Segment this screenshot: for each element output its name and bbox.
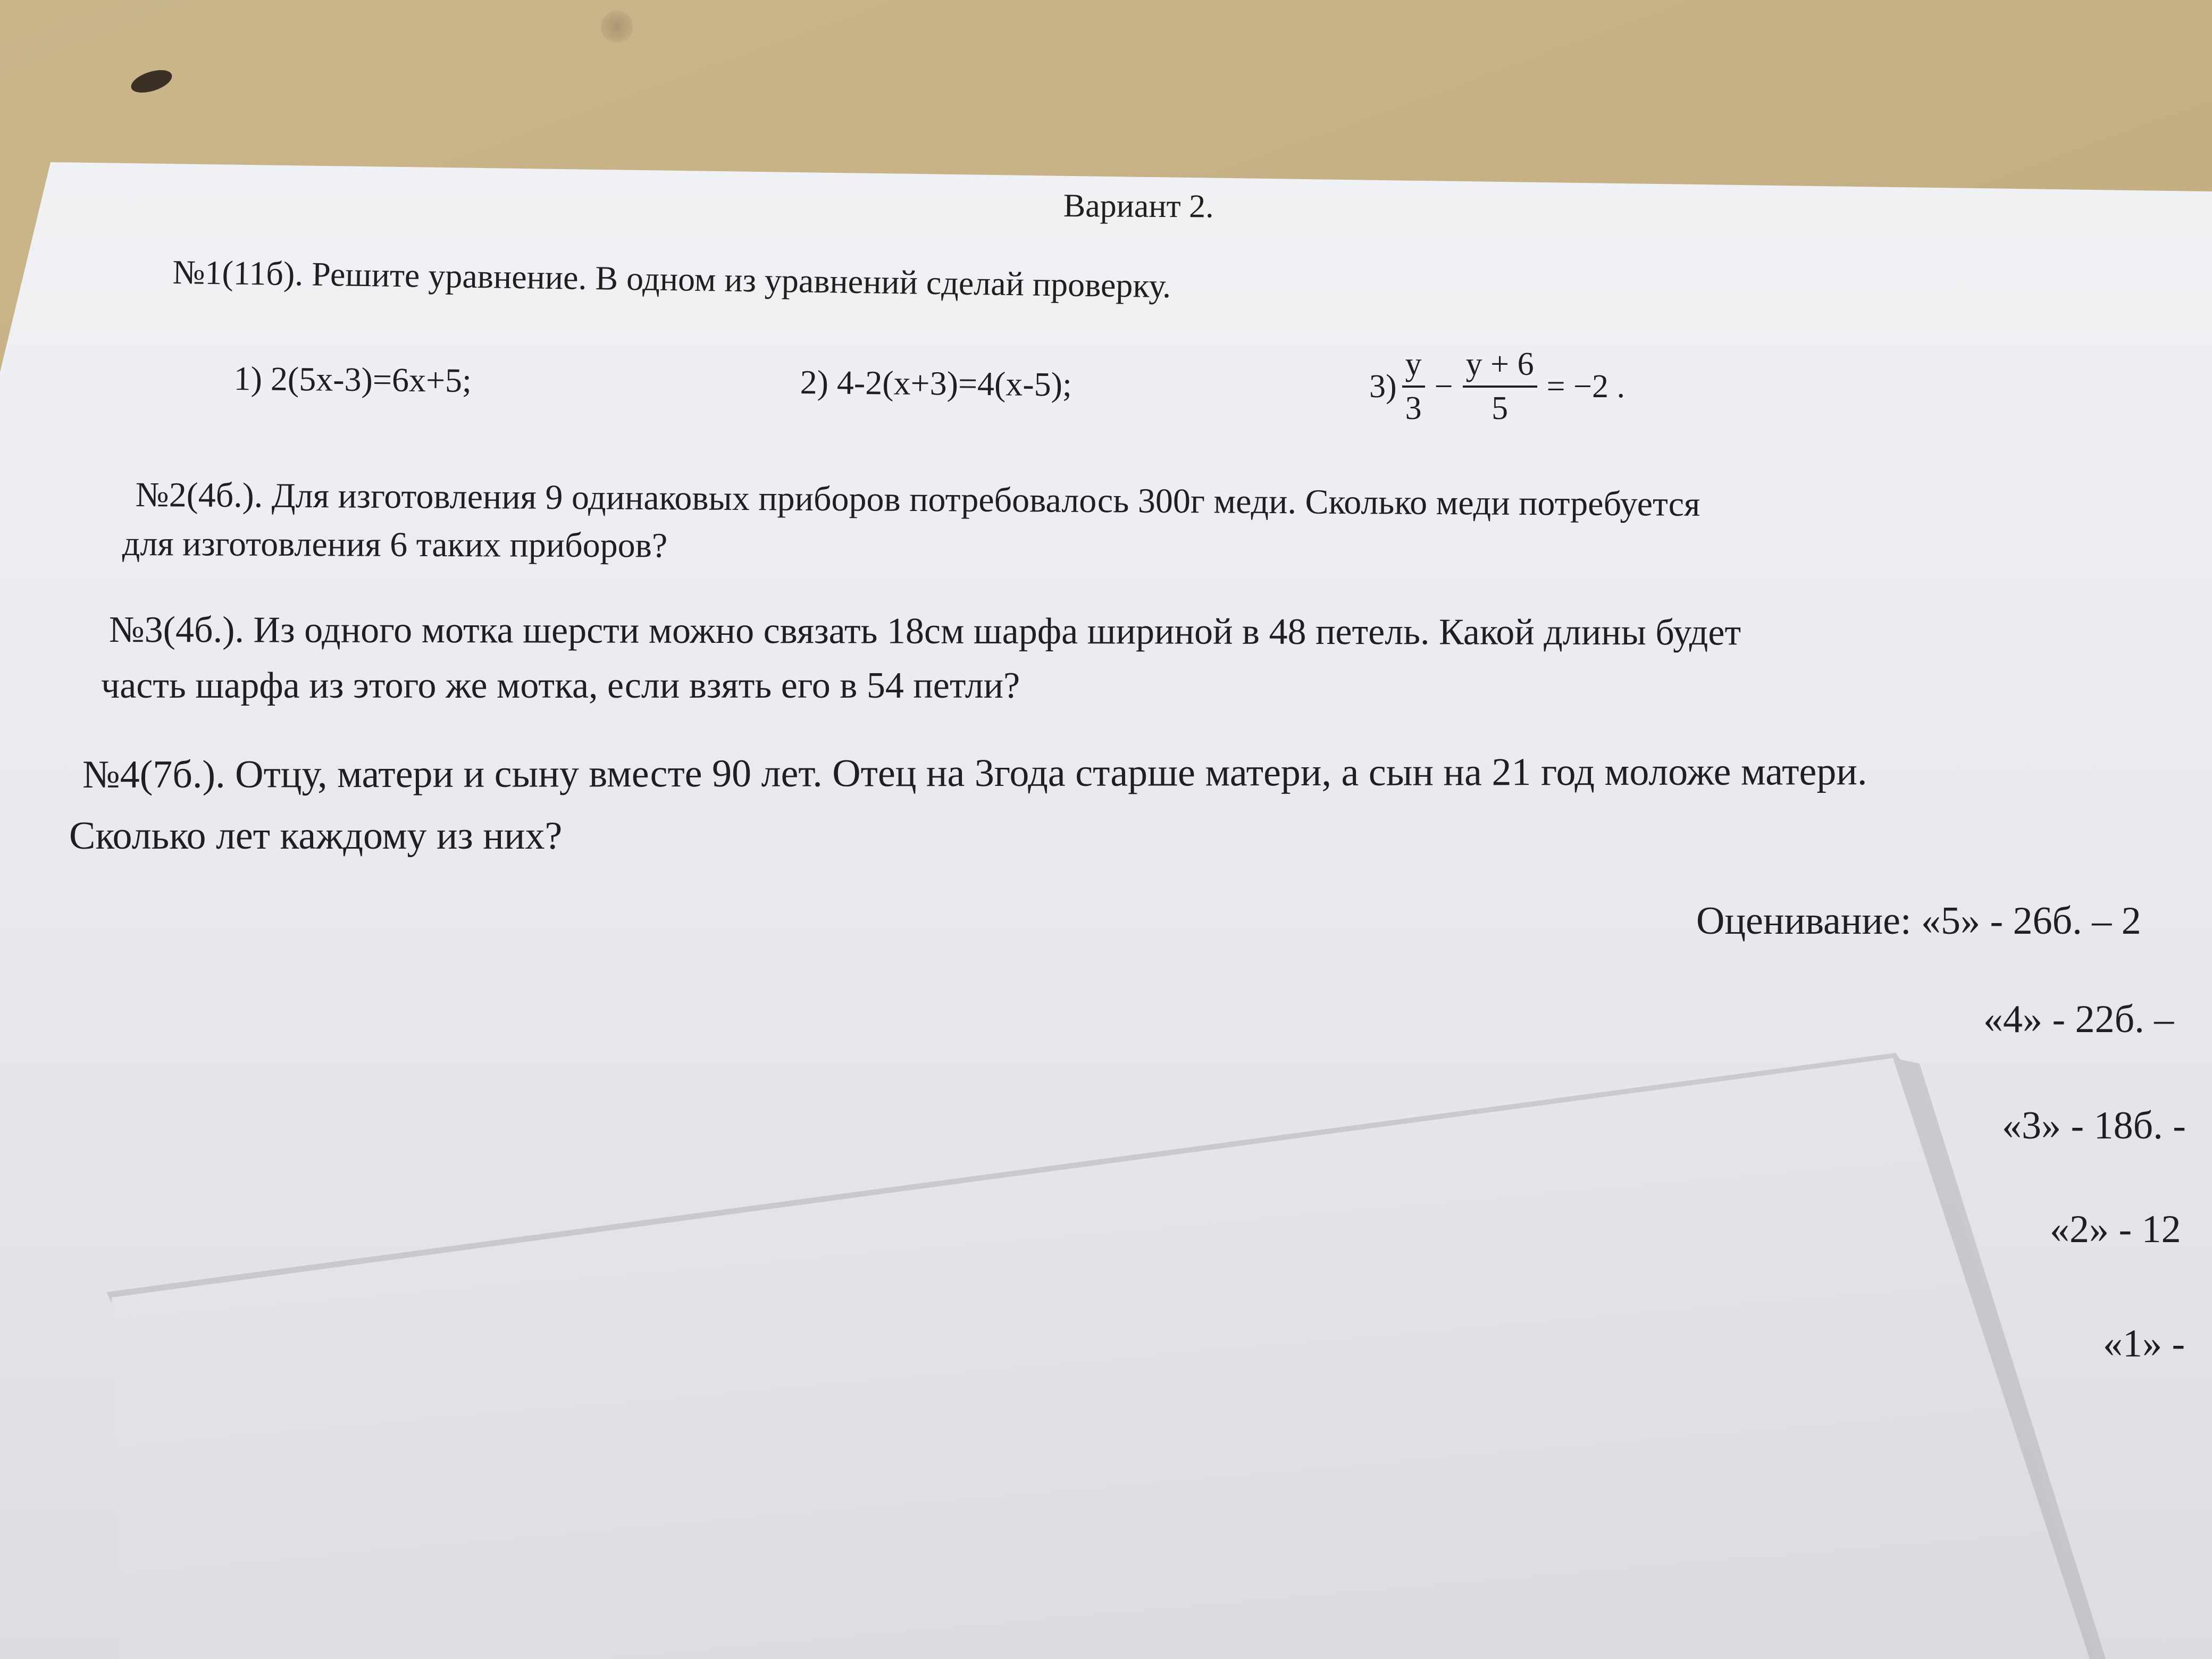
- task1-heading: №1(11б). Решите уравнение. В одном из уравнений сделай проверку.: [172, 253, 1171, 305]
- equation-1: 1) 2(5х-3)=6х+5;: [233, 359, 472, 399]
- grading-1: «1» -: [2103, 1322, 2185, 1365]
- fraction-2: [1463, 346, 1537, 428]
- grading-3: «3» - 18б. -: [2002, 1104, 2186, 1147]
- equation-3-rhs: = −2 .: [1546, 368, 1626, 405]
- task3-line1: №3(4б.). Из одного мотка шерсти можно связать 18см шарфа шириной в 48 петель. Какой длины будет: [108, 609, 1741, 653]
- task4-line2: Сколько лет каждому из них?: [69, 814, 563, 858]
- task3-line2: часть шарфа из этого же мотка, если взять его в 54 петли?: [101, 665, 1020, 706]
- fraction-2-numerator: y + 6: [1463, 346, 1537, 388]
- task2-line1: №2(4б.). Для изготовления 9 одинаковых приборов потребовалось 300г меди. Сколько меди потребуется: [135, 475, 1700, 524]
- equation-2: 2) 4-2(х+3)=4(х-5);: [800, 363, 1073, 404]
- table-spot: [601, 11, 633, 43]
- table-stain: [128, 66, 174, 97]
- fraction-2-denominator: 5: [1492, 390, 1509, 426]
- fraction-1-denominator: 3: [1405, 390, 1422, 426]
- task4-line1: №4(7б.). Отцу, матери и сыну вместе 90 лет. Отец на 3года старше матери, а сын на 21 год моложе матери.: [82, 750, 1867, 797]
- minus-sign: −: [1434, 368, 1453, 405]
- equation-3: [1369, 346, 1629, 428]
- variant-title: Вариант 2.: [1063, 188, 1214, 225]
- grading-4: «4» - 22б. –: [1983, 998, 2174, 1041]
- grading-2: «2» - 12: [2050, 1208, 2181, 1251]
- grading-5: Оценивание: «5» - 26б. – 2: [1696, 899, 2141, 943]
- fraction-1: [1402, 346, 1425, 428]
- equation-3-label: 3): [1369, 368, 1397, 405]
- task2-line2: для изготовления 6 таких приборов?: [122, 524, 668, 565]
- fraction-1-numerator: y: [1402, 346, 1425, 388]
